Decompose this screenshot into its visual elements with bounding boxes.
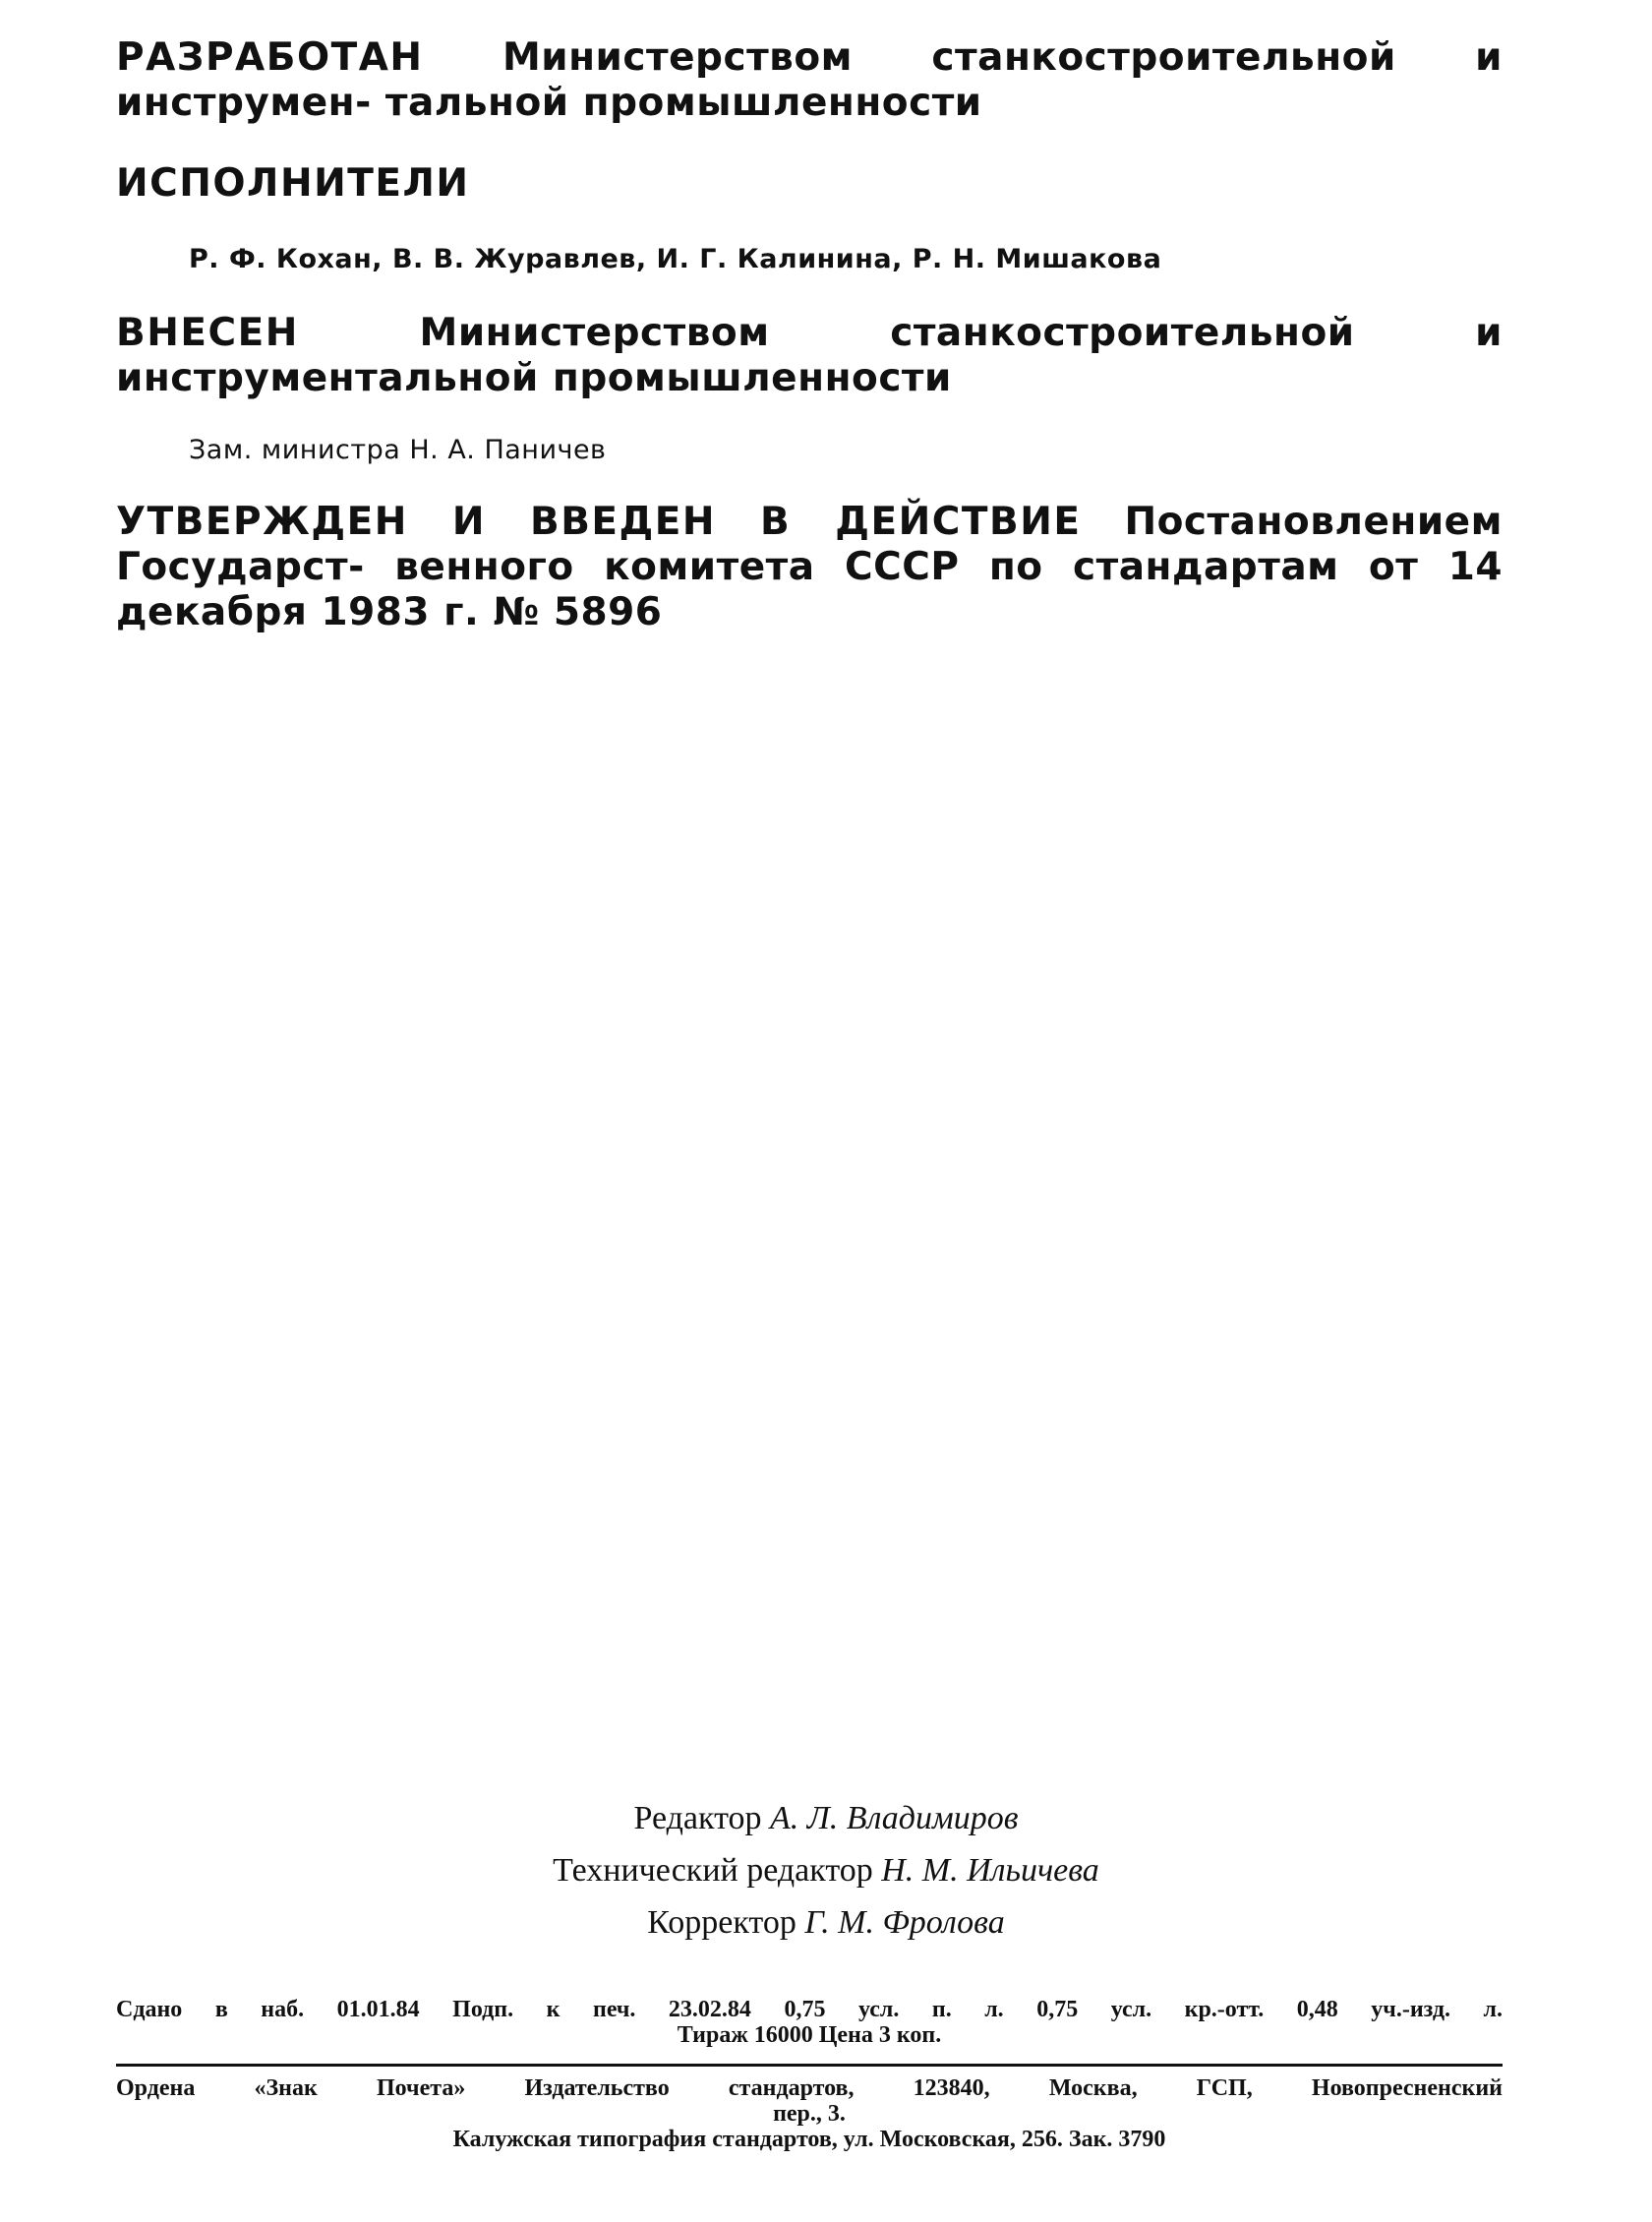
introduced-paragraph bbox=[116, 311, 1503, 401]
corrector-role: Корректор bbox=[647, 1904, 796, 1941]
approved-paragraph bbox=[116, 500, 1503, 635]
publisher-line-1: Ордена «Знак Почета» Издательство стандартов, 123840, Москва, ГСП, Новопресненский bbox=[116, 2075, 1503, 2101]
tech-editor-name: Н. М. Ильичева bbox=[881, 1852, 1099, 1889]
developed-keyword: РАЗРАБОТАН bbox=[116, 35, 424, 80]
tech-editor-line bbox=[0, 1844, 1652, 1896]
corrector-line bbox=[0, 1896, 1652, 1949]
print-data-line-1: Сдано в наб. 01.01.84 Подп. к печ. 23.02.84 0,75 усл. п. л. 0,75 усл. кр.-отт. 0,48 уч.-изд. л. bbox=[116, 1997, 1503, 2022]
print-data bbox=[116, 1997, 1503, 2048]
imprint-divider bbox=[116, 2064, 1503, 2067]
publisher-line-2: пер., 3. bbox=[773, 2101, 846, 2127]
approved-text: Постановлением Государст- венного комитета СССР по стандартам от 14 декабря 1983 г. № 5896 bbox=[116, 500, 1503, 634]
approved-keyword: УТВЕРЖДЕН И ВВЕДЕН В ДЕЙСТВИЕ bbox=[116, 500, 1082, 544]
developed-paragraph bbox=[116, 35, 1503, 126]
introduced-keyword: ВНЕСЕН bbox=[116, 311, 299, 355]
developed-text: Министерством станкостроительной и инструмен- тальной промышленности bbox=[116, 35, 1503, 125]
corrector-name: Г. М. Фролова bbox=[804, 1904, 1005, 1941]
editor-line bbox=[0, 1792, 1652, 1844]
credits-block bbox=[0, 1792, 1652, 1949]
deputy-minister: Зам. министра Н. А. Паничев bbox=[189, 435, 607, 465]
printer-line: Калужская типография стандартов, ул. Московская, 256. Зак. 3790 bbox=[452, 2127, 1166, 2152]
publisher-info bbox=[116, 2075, 1503, 2152]
introduced-text: Министерством станкостроительной и инструментальной промышленности bbox=[116, 311, 1503, 400]
editor-role: Редактор bbox=[633, 1800, 762, 1836]
editor-name: А. Л. Владимиров bbox=[770, 1800, 1019, 1836]
executors-heading: ИСПОЛНИТЕЛИ bbox=[116, 161, 470, 206]
tech-editor-role: Технический редактор bbox=[553, 1852, 873, 1889]
executors-names: Р. Ф. Кохан, В. В. Журавлев, И. Г. Калинина, Р. Н. Мишакова bbox=[189, 244, 1162, 274]
print-data-line-2: Тираж 16000 Цена 3 коп. bbox=[677, 2022, 942, 2048]
